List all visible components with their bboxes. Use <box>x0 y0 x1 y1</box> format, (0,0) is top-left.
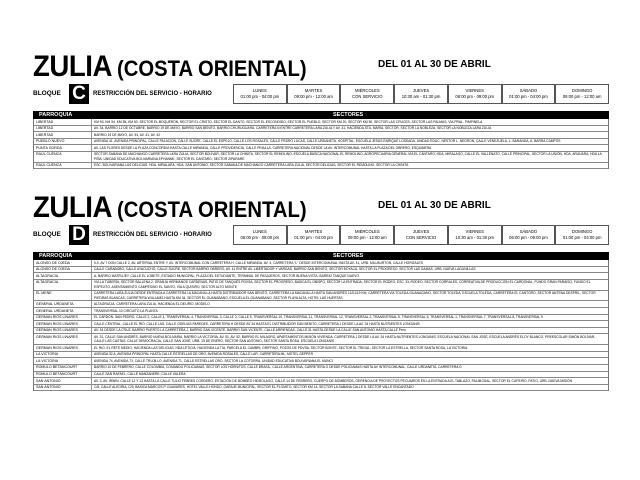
day-cell <box>555 225 609 245</box>
parroquia-cell: LA VICTORIA <box>34 358 92 364</box>
day-time: 06:00 pm - 09:00 pm <box>240 235 280 240</box>
day-cell <box>287 84 341 104</box>
restriction-label: RESTRICCIÓN DEL SERVICIO - HORARIO <box>93 232 212 238</box>
day-time: 01:00 pm - 04:00 pm <box>562 235 602 240</box>
table-row <box>34 152 608 163</box>
block-d-title <box>33 193 609 225</box>
table-row <box>34 308 608 315</box>
parroquia-cell: ALTAGRACIA <box>34 273 92 279</box>
parroquia-cell: GENERAL URDANETA <box>34 308 92 314</box>
block-d-header <box>33 225 609 252</box>
block-c-title <box>33 52 609 84</box>
table-row <box>34 163 608 170</box>
sectores-cell: BARRIO 10 DE FEBRERO, CALLE COLOMBIA, COMANDO POLICIAMAS, SECTOR LOS HORNITOS, CALLE BRASIL, CALLE ARGENTINA, CARRETERA O DESDE POLICIAMAS HASTA AV INTERCOMUNAL, CALLE URDANETA, CARRETERA O <box>94 365 462 370</box>
parroquia-cell: GERMAN RIOS LINARES <box>34 321 92 327</box>
parroquia-cell: ALONSO DE OJEDA <box>34 267 92 273</box>
table-row <box>34 145 608 152</box>
table-row <box>34 126 608 133</box>
sectores-cell: EL RIO, EL RETE MEDIO, HACIENDA LAS DELICIAS, HDA LETICIA, HACIENDA LA TIA, PARCELA EL CAMBRI, GRIFFINO, POZOS DE PDVSA, SECTOR BONTE, SECTOR EL TRIGAL, SECTOR LA ESTRELLA, SECTOR SANTA ROSA, LA VICTORIA <box>94 345 468 350</box>
date-range: DEL 01 AL 30 DE ABRIL <box>378 59 491 70</box>
parroquia-cell: GERMAN RIOS LINARES <box>34 345 92 351</box>
parroquia-cell: ROMULO BETANCOURT <box>34 365 92 371</box>
parroquia-cell: RAÚL CUENCA <box>34 163 92 169</box>
day-time: CON SERVICIO <box>352 94 383 99</box>
sectores-cell: 5-0, AV 7 DON CALLE 2, AV. ARTERIAL ENTRE Y, AV. INTERCOMUNAL CON CARRETERA H, CALLE MIRANDA, AV. 3, CARRETERA "L" DESDE INTERCOMUNAL HASTA AV. 41, URB. MILLBURTON, CALLE HORIZALES <box>94 260 423 265</box>
table-row <box>34 119 608 126</box>
sectores-cell: AVENIDA 41, AVENIDA PRINCIPAL, CALLE PALACIÓN, CALLE SUCRE, CALLE EL ESPEJO, CALLE LOS ROSALES, CALLE PEDRO LUCAS, CALLE URDANETA, HOSPITAL, ESCUELA JESÚS ENRIQUE LOSSADA, UNIDAD EDUC. NESTOR L. NEGRON, CALLE VENEZUELA, L. BARANDA, A. BARRA CAMPOS <box>94 139 561 144</box>
table-row <box>34 365 608 372</box>
sectores-cell: A, BARRIO MATRUJEY, CALLE EL LOBETE, ESTADIO MUNICIPAL, PLAZA DEL ESTUDIANTE, TERMINAL DE PASAJEROS, SECTOR BUENA VISTA, BARRIO TANQUE NUEVO <box>94 273 360 278</box>
day-cell <box>448 84 502 104</box>
day-time: 01:00 pm - 04:00 pm <box>509 94 548 99</box>
sectores-cell: TRANSVERSAL 10 CIRCUITO LA PLANTA <box>94 308 158 313</box>
table-row <box>34 334 608 345</box>
day-time: 09:00 pm - 12:00 am <box>294 94 333 99</box>
region-name: (COSTA ORIENTAL) <box>117 56 307 81</box>
table-row <box>34 372 608 379</box>
bloque-letter: D <box>69 225 89 245</box>
sectores-cell: EL CARDÓN, SAN PEDRO, CALLE 2, CALLE 4, TRANSVERSAL 4, TRANSVERSAL 3, CALLE 3, CALLE 5, TRANSVERSAL 10, TRANSVERSAL 11, TRANSVERSAL 12, TRANSVERSAL 2, TRANSVERSAL 5, TRANSVERSAL 6, TRANSVERSAL 1, TRANSVERSAL 7, TRANSVERSAL 8, TRANSVERSAL 9 <box>94 315 543 320</box>
block-c-header <box>33 84 609 111</box>
table-row <box>34 139 608 146</box>
sectores-cell: AV. 34, BARRIO 12 DE OCTUBRE, BARRIO 19 DE MAYO, BARRIO SAN BENITO, BARRIO CHURUGUARA, CARRETERA N ENTRE CARRETERA LARA ZULIA Y AV. 41, HACIENDA STA. MARÍA, SECTOR, SECTOR LA NOBLEZA, SECTOR LA NOBLEZA LARA ZULIA <box>94 126 492 131</box>
sectores-cell: CARRETERA LARA ZULIA DESDE ENTRADA A CARRETERA LA MACANILLA HASTA DISTRIBUIDOR SAN BENITO, CARRETERA LA MACANILLA HASTA SAN ANDRÉS 11/01/19 KM, CARRETERA VÍA TOLEDA-GUANAGANO, SECTOR TOLEDA, ESCUELA TOLEDA, CARRETERA EL CANTORO, SECTOR ANTENA DESPRIL, SECTOR PIEDRAS BLANCAS, CARRETERA WILLIAMS HASTA KM 34, SECTOR EL GUANABANO, ESCUELA EL GUANABANO, SECTOR PLAYA ALTA, HOTEL LAS HUERTAS <box>94 291 596 300</box>
day-time: 01:00 pm - 04:00 pm <box>294 235 333 240</box>
day-name: DOMINGO <box>571 229 593 234</box>
day-name: LUNES <box>252 88 267 93</box>
day-name: SÁBADO <box>519 229 538 234</box>
bloque-label: BLOQUE <box>33 231 61 238</box>
block-c-rows <box>33 119 609 169</box>
table-row <box>34 358 608 365</box>
sectores-cell: BARRIO 19 DE MAYO, AV. 34, AV. 41, AV. 42 <box>94 132 161 137</box>
day-time: 09:00 pm - 12:00 am <box>562 94 602 99</box>
table-row <box>34 345 608 352</box>
schedule-days <box>233 225 609 245</box>
restriction-label: RESTRICCIÓN DEL SERVICIO - HORARIO <box>93 91 212 97</box>
sectores-cell: AV. LAS FLORES DESDE LA PLAZA CONCORDIA HASTA CALLE MIRANDA, CALLE PROVIDENCIA, CALLE PRIALLA, CARRETERA NACIONAL DESDE LA AV. INTERCOMUNAL HASTA LA PLAZA DEL OBRERO, ESQUINERA <box>94 145 432 150</box>
day-name: JUEVES <box>412 229 430 234</box>
day-cell <box>448 225 502 245</box>
day-name: MIÉRCOLES <box>354 88 380 93</box>
sectores-cell: AV. 31, CALLE SAN ANDRÉS, BARRIO NUEVA BOLIVARIA, BARRIO LA VICTORIA, AV. 51, AV. 52, BARRIO EL MILAGRO, APARTAMENTOS MISIÓN VIVIENDA, CARRETERA J DESDE LA AV. 34 HASTA NUTRIENTES LONGANIS, ESCUELA NACIONAL SAN JOSÉ, ESCUELA ANDRÉS ELOY BLANCO, PREESCOLAR SIMÓN BOLÍVAR, CALLE LAS CASTAS, CALLE DEMOCRACIA, CALLE SAN JOSÉ, URB. 19 DE ENERO, SECTOR SAN ANTONIO, SECTOR SANTA ROSA, ESCUELA LONGANIS <box>94 334 596 344</box>
day-time: 10:30 am - 01:30 pm <box>401 94 441 99</box>
bloque-letter: C <box>69 84 89 104</box>
day-cell <box>233 225 287 245</box>
table-row <box>34 280 608 291</box>
date-range: DEL 01 AL 30 DE ABRIL <box>378 200 491 211</box>
day-time: 06:00 pm - 09:00 pm <box>509 235 548 240</box>
day-time: 10:30 am - 01:30 pm <box>455 235 495 240</box>
parroquia-cell: GERMAN RIOS LINARES <box>34 334 92 344</box>
block-d-section <box>33 193 609 391</box>
day-cell <box>555 84 609 104</box>
table-row <box>34 378 608 385</box>
sectores-cell: ESC. BOLIVARIANA LAS DELICIAS, HDA. MIRALARA, HDA. SAN ANTONIO, SECTOR SABANA DE MACHANGO CARRETERA LARA ZULIA, SECTOR DELICIAS, SECTOR EL REMOLINO, SECTOR LA CHINITA <box>94 163 409 168</box>
table-row <box>34 352 608 359</box>
day-time: CON SERVICIO <box>405 235 437 240</box>
parroquia-cell: GERMAN RIOS LINARES <box>34 315 92 321</box>
parroquia-cell: GENERAL URDANETA <box>34 301 92 307</box>
day-cell <box>340 225 394 245</box>
parroquia-cell: GERMAN RIOS LINARES <box>34 328 92 334</box>
parroquia-cell: PUNTA GORDA <box>34 145 92 151</box>
day-name: DOMINGO <box>571 88 593 93</box>
parroquia-cell: SAN ANTONIO <box>34 385 92 391</box>
day-cell <box>287 225 341 245</box>
table-row <box>34 267 608 274</box>
sectores-cell: CALLE CENTRAL, CALLE EL RÍO, CALLE LAS, CALLE ODELIAS PAREDES, CARRETERA H DESDE AV 34 HASTA EL DISTRIBUIDOR SAN BENITO, CARRETERA J DESDE LA AV. 34 HASTA NUTRIENTES LONGANIS <box>94 321 420 326</box>
day-cell <box>340 84 394 104</box>
day-cell <box>502 84 556 104</box>
sectores-header: SECTORES <box>333 253 364 259</box>
sectores-cell: KM 50, KM 54, KM 55, KM 60. SECTOR EL BOQUERÓN, SECTOR EL CRISTO, SECTOR EL DANTO, SECTOR EL ESCONDIDO, SECTOR EL PUEBLO, SECTOR KM 20, SECTOR KM 50, SECTOR LAS CRUCES, SECTOR LAS PALMAS, VÍA PRAL. PIMPINELA <box>94 119 483 124</box>
day-name: VIERNES <box>465 88 484 93</box>
day-name: LUNES <box>252 229 267 234</box>
parroquia-cell: LA VICTORIA <box>34 352 92 358</box>
day-name: MIÉRCOLES <box>354 229 380 234</box>
parroquia-cell: ALTAGRACIA <box>34 280 92 290</box>
sectores-cell: VÍA LA TUBERÍA, SECTOR BALLENA 2, GRANJA HERMANOS CARDENAS, PATIO DE TANQUES PDVSA, SECTOR EL PROGRESO, BÁSICA EL OBISPO, SECTOR LA ENTRADA, SECTOR EL RODEO, ESC. EL RODEO, SECTOR CORRALES, CORREATIVA DE PRODUCCIÓN EL CARDONAL, FUNDO GRAN PARAÍSO, FUNDO EL ESPEJITO, ASENTAMIENTO CAMPESINO EL SANTO, VÍA A QUISIRO, SECTOR ALTO MONTE <box>94 280 591 289</box>
schedule-days <box>233 84 609 104</box>
table-row <box>34 328 608 335</box>
state-name: ZULIA <box>33 191 112 224</box>
table-row <box>34 291 608 302</box>
day-cell <box>233 84 287 104</box>
parroquia-cell: LIBERTAD <box>34 119 92 125</box>
sectores-cell: CALLE CARABOBO, CALLE AYACUCHO, CALLE SUCRE, SECTOR BARRIO OBRERO, AV. 41 ENTRE AV. LIBERTADOR Y VARGAS, BARRIO SAN BENITO, SECTOR BOYACÁ, SECTOR EL PROGRESO, SECTOR LAS DAMAS, URB. NUEVA LAGUNILLAS <box>94 267 476 272</box>
parroquia-cell: LIBERTAD <box>34 132 92 138</box>
table-row <box>34 321 608 328</box>
region-name: (COSTA ORIENTAL) <box>117 197 307 222</box>
sectores-cell: ALTAGRACIA, CARRETERA LARA ZULIA, HACIENDA EL DELIRIO, MODELO <box>94 301 210 306</box>
day-name: SÁBADO <box>519 88 538 93</box>
table-row <box>34 132 608 139</box>
parroquia-cell: ROMULO BETANCOURT <box>34 372 92 378</box>
parroquia-header: PARROQUIA <box>39 253 73 259</box>
block-d-rows <box>33 260 609 391</box>
table-row <box>34 301 608 308</box>
parroquia-cell: SAN ANTONIO <box>34 378 92 384</box>
day-cell <box>502 225 556 245</box>
table-row <box>34 260 608 267</box>
sectores-cell: AV. 3, AV. IRWIN, CALLE 12 Y 13 HASTA LA CALLE TULIO FEBRES CORDERO, ESTACIÓN DE BOMBEO HIDROLAGO, CALLE 14 DE FEBRERO, CUERPO DE BOMBEROS, GERENCIA DE PROYECTOS PECUARIOS EN LA ENTRADA A EL TABLAZO, PALMIGUAL, SECTOR EL CUPEIRO, PATIO, URB. NUEVA MISIÓN <box>94 378 572 383</box>
bloque-label: BLOQUE <box>33 90 61 97</box>
day-time: 09:00 pm - 12:00 am <box>347 235 387 240</box>
column-header <box>33 111 609 119</box>
parroquia-cell: PUEBLO NUEVO <box>34 139 92 145</box>
parroquia-cell: LIBERTAD <box>34 126 92 132</box>
table-row <box>34 273 608 280</box>
column-header <box>33 252 609 260</box>
parroquia-cell: EL MENE <box>34 291 92 301</box>
sectores-cell: AV. 34 DESDE LA CRUZ, BARRIO PUERTO LA CARRETERA J, BARRIO SAN VICENTE, BARRIO SAN VICENTE, CALLE ARRIENDAS, CALLE 31 HASTA DESDE LA CALLE SAN ANTONIO HASTA CALLE Pero <box>94 328 406 333</box>
table-row <box>34 385 608 392</box>
day-time: 06:00 pm - 09:00 pm <box>455 94 495 99</box>
day-time: 01:00 pm - 04:00 pm <box>240 94 280 99</box>
day-name: MARTES <box>304 229 323 234</box>
sectores-cell: AVENIDA 74, AVENIDA 73, CALLE TRUJILLO, AVENIDA 71, CALLE ESTRELLAS ORO, SECTOR LA COTORRA, UNIDAD EDUCATIVA BOLIVARIANA EL MUNCI <box>94 358 333 363</box>
sectores-cell: AVENIDA 32 A, AVENIDA PRINCIPAL HASTA CALLE ESTRELLAS DE ORO, AVENIDA ROSALES, CALLE LAR, CARRETERA ML, MOTEL GEPPER <box>94 352 313 357</box>
day-name: MARTES <box>304 88 323 93</box>
parroquia-cell: ALONSO DE OJEDA <box>34 260 92 266</box>
sectores-cell: SECTOR SABANA DE MACHANGO CARRETERA LARA ZULIA, SECTOR BOLÍVAR, SECTOR LA CHINITA, SECTOR EL REMOLINO, ESCUELA BÁSICA NACIONAL EL REMOLINO, AGROPECUARIA GENERAL VÍA EL CANTARO, HDA. MIRALAGO, CALLE EL VALLENATO, CALLE PRINCIPAL, SECTOR LA UNIÓN, HDA. ARAUARA, HDA LA PIÑA, UNIDAD EDUCATIVA BOLIVARIANA EPHANNE, SECTOR EL CANTARO, SECTOR ZIPARARE <box>94 152 602 161</box>
day-name: JUEVES <box>412 88 430 93</box>
day-name: VIERNES <box>465 229 484 234</box>
parroquia-cell: RAÚL CUENCA <box>34 152 92 162</box>
table-row <box>34 315 608 322</box>
sectores-cell: CALLE SAN RAFAEL, CALLE MANZANERE, CALLE VALERA <box>94 372 186 377</box>
day-cell <box>394 84 448 104</box>
parroquia-header: PARROQUIA <box>39 112 73 118</box>
sectores-cell: C/8, CALLE ALEGRÍA, C/9, BASICA MARCOS P. GUAVARES, HOTEL VALLE HONDO, GARAJE MUNICIPAL, SECTOR EL PLOMITO, SECTOR KM 14, SECTOR LA SABANA CALLE 8, SECTOR VALLE ENCANTADO <box>94 385 414 390</box>
day-cell <box>394 225 448 245</box>
sectores-header: SECTORES <box>333 112 364 118</box>
state-name: ZULIA <box>33 50 112 83</box>
block-c-section <box>33 52 609 169</box>
